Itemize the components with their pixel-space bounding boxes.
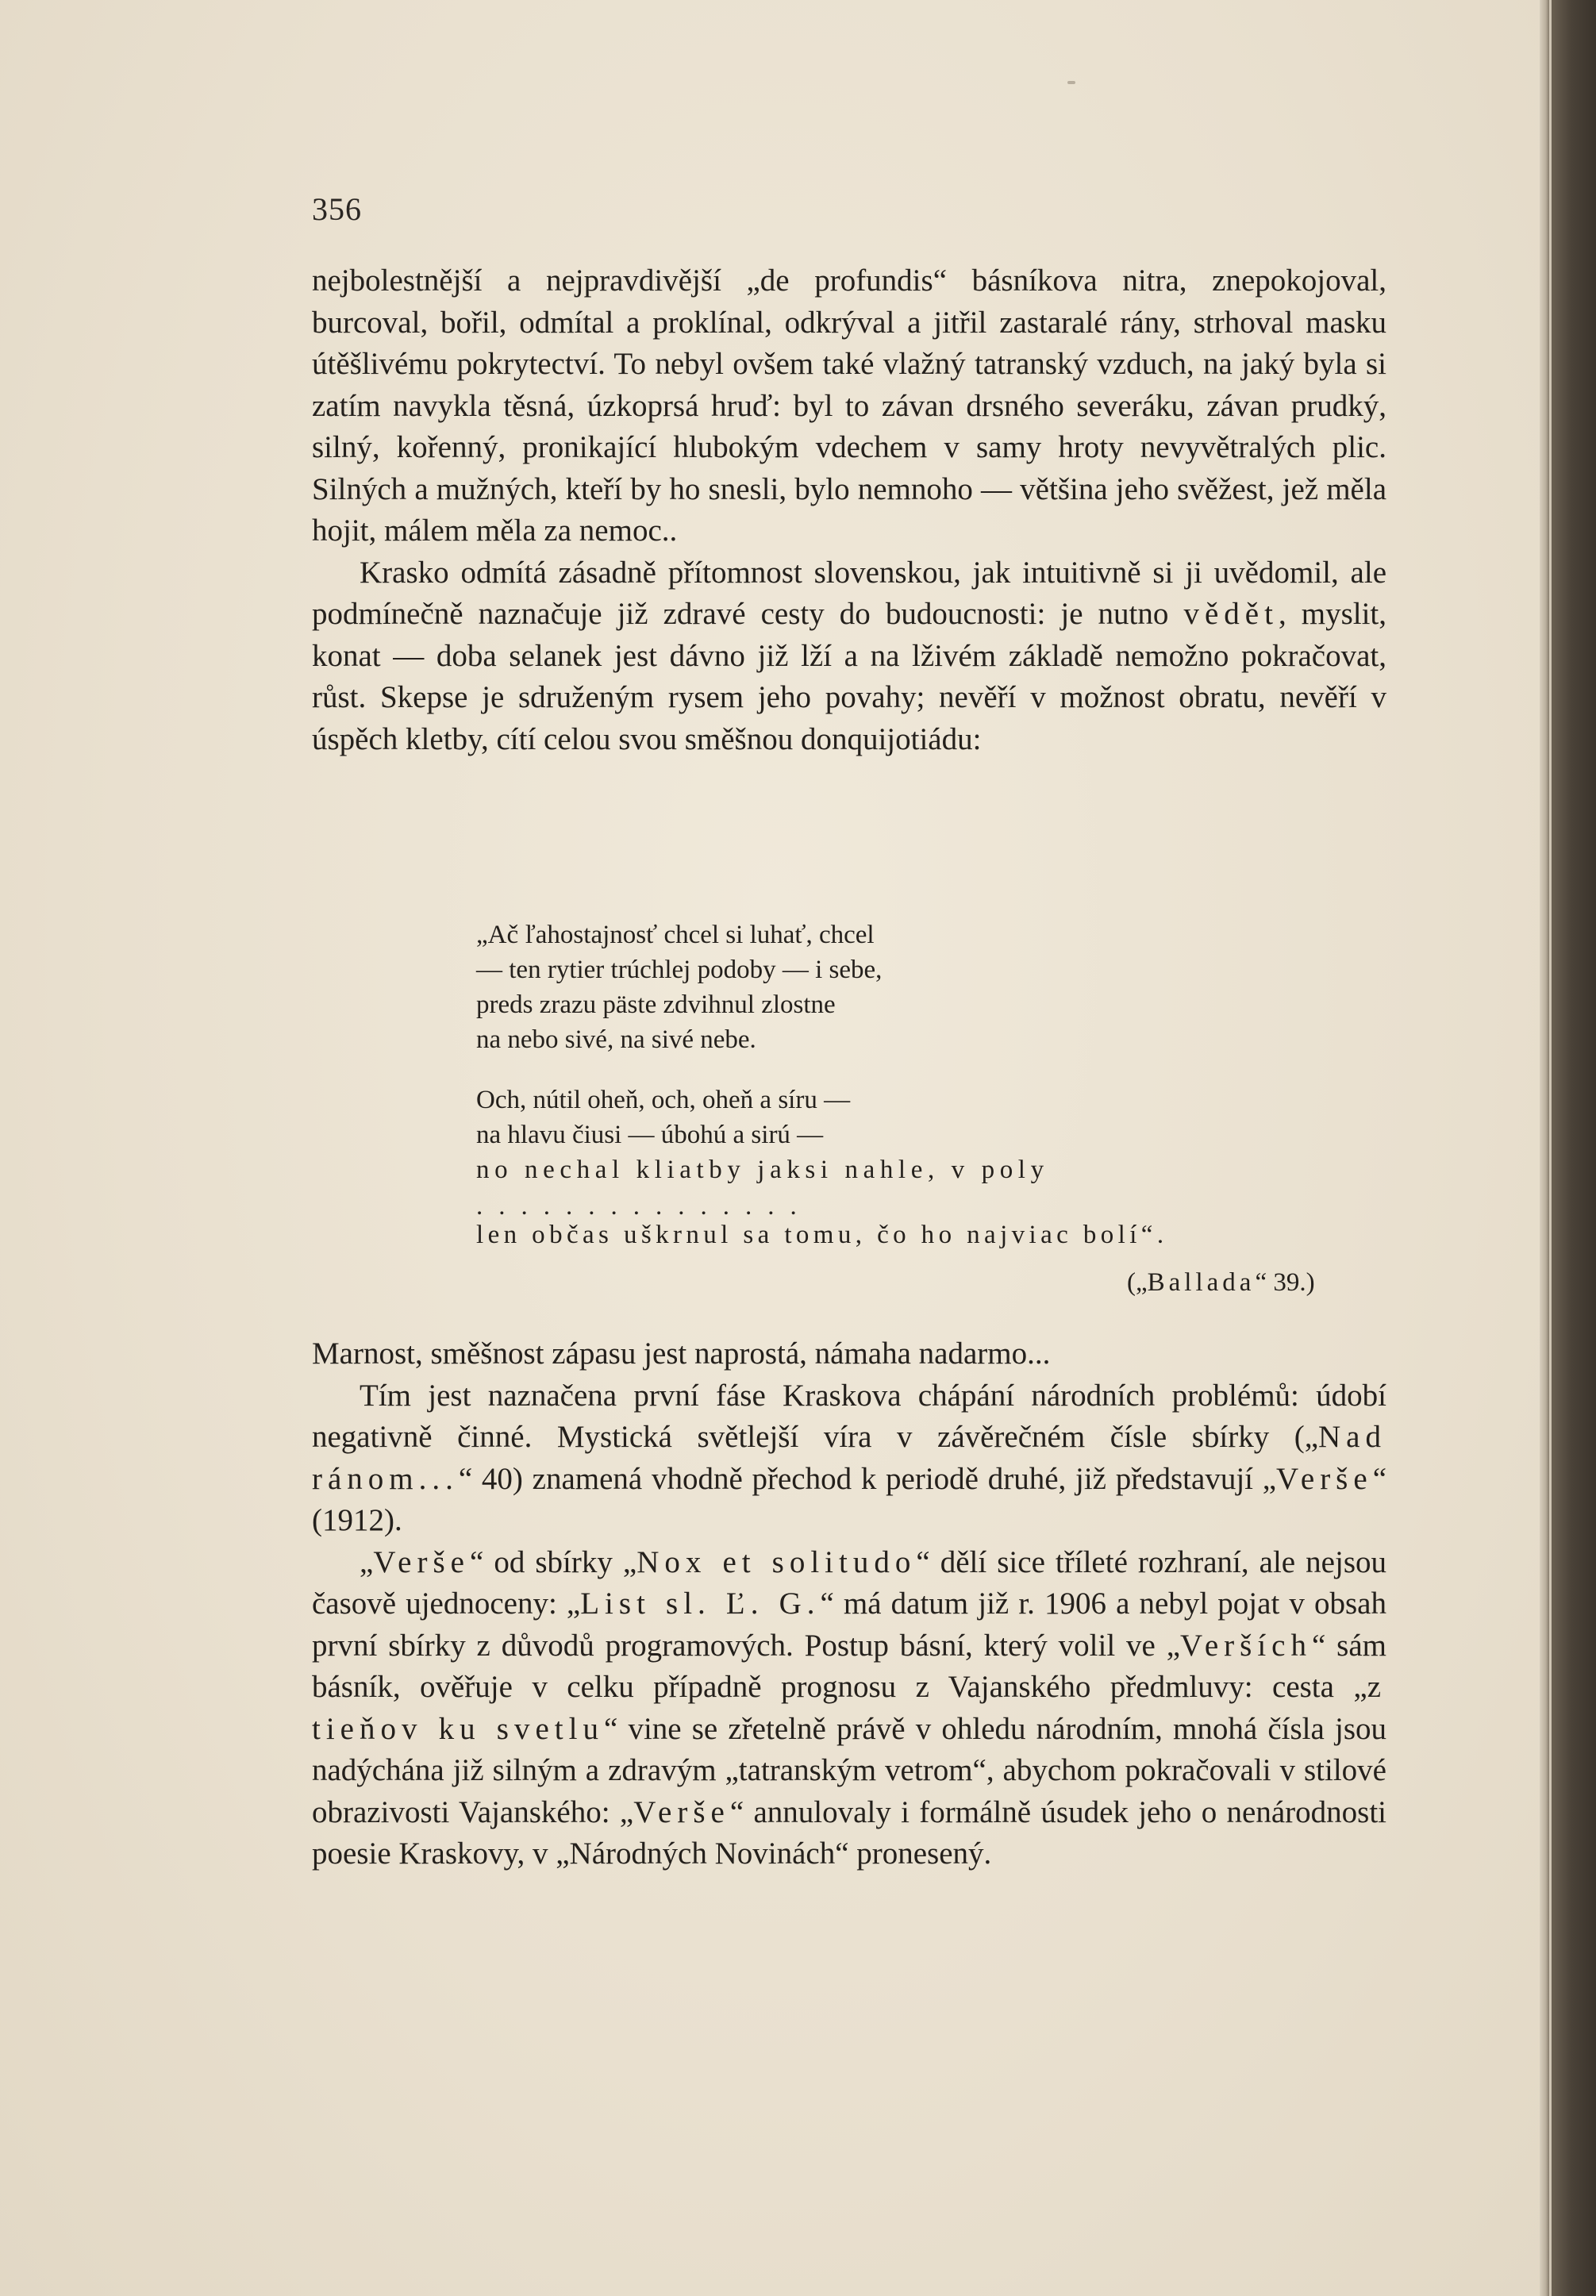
page-edge-line [1549, 0, 1552, 2296]
paragraph-1 [312, 260, 1386, 760]
ellipsis-dots: ............... [476, 1192, 813, 1221]
paragraph-5-text: “ dělí sice tříleté rozhraní, ale nejsou časově ujednoceny: „ [312, 1544, 1386, 1621]
poem-line: — ten rytier trúchlej podoby — i sebe, [476, 956, 883, 984]
poem-line: no nechal kliatby jaksi nahle, v poly [476, 1156, 1049, 1184]
paragraph-5-spaced: Verších [1180, 1628, 1312, 1663]
paragraph-5-text: “ má datum již r. 1906 a nebyl pojat v obsah první sbírky z důvodů programových. Postup básní, který volil ve „ [312, 1586, 1386, 1663]
paper-mark [1067, 81, 1075, 84]
poem-line: preds zrazu päste zdvihnul zlostne [476, 990, 836, 1019]
paragraph-5 [312, 1542, 1386, 1875]
paragraph-4-text: “ 40) znamená vhodně přechod k periodě druhé, již představují „ [458, 1461, 1277, 1496]
paragraph-4-spaced: Nad ránom... [312, 1420, 1386, 1496]
source-title: Ballada [1147, 1268, 1256, 1297]
source-open: („ [1127, 1268, 1148, 1297]
poem-line: „Ač ľahostajnosť chcel si luhať, chcel [476, 921, 875, 949]
paragraph-5-text: “ od sbírky „ [469, 1544, 637, 1579]
paragraph-2-before: Krasko odmítá zásadně přítomnost slovenskou, jak intuitivně si ji uvědomil, ale podmínečně naznačuje již zdravé cesty do budoucnosti: je nutno [312, 555, 1386, 631]
paragraph-5-spaced: Nox et solitudo [636, 1544, 917, 1579]
poem-source [1127, 1268, 1315, 1298]
poem-last-line: len občas uškrnul sa tomu, čo ho najviac bolí“. [476, 1221, 1168, 1249]
paragraph-5-text: “ sám básník, ověřuje v celku případně prognosu z Vajanského předmluvy: cesta „ [312, 1628, 1386, 1704]
source-close: “ 39.) [1255, 1268, 1315, 1297]
paragraph-4-text: Tím jest naznačena první fáse Kraskova chápání národních problémů: údobí negativně činné. Mystická světlejší víra v závěrečném čísle sbírky („ [312, 1378, 1386, 1454]
paragraph-5-spaced: Verše [373, 1544, 470, 1579]
paragraph-5-text: “ vine se zřetelně právě v ohledu národním, mnohá čísla jsou nadýchána již silným a zdravým „tatranským vetrom“, abychom pokračovali v stilové obrazivosti Vajanského: „ [312, 1711, 1386, 1829]
paragraph-3: Marnost, směšnost zápasu jest naprostá, námaha nadarmo... [312, 1336, 1051, 1371]
paragraph-4 [312, 1375, 1386, 1542]
paragraph-2-spaced: vědět [1183, 597, 1279, 631]
page-number: 356 [312, 191, 362, 227]
paragraph-5-spaced: z tieňov ku svetlu [312, 1670, 1386, 1746]
paragraph-2-after: , myslit, konat — doba selanek jest dávno již lží a na lživém základě nemožno pokračovat, růst. Skepse je sdruženým rysem jeho povahy; nevěří v možnost obratu, nevěří v úspěch kletby, cítí celou svou směšnou donquijotiádu: [312, 597, 1387, 756]
paragraph-5-text: „ [360, 1544, 374, 1579]
paragraph-5-text: “ annulovaly i formálně úsudek jeho o nenárodnosti poesie Kraskovy, v „Národných Novinách“ pronesený. [312, 1794, 1386, 1871]
paragraph-2 [312, 552, 1386, 761]
paragraph-5-spaced: Verše [633, 1794, 730, 1829]
poem-stanza-2 [476, 1083, 1389, 1187]
poem-stanza-1 [476, 917, 1389, 1057]
book-binding-edge [1540, 0, 1596, 2296]
paragraph-3-block [312, 1333, 1386, 1875]
poem-line: na nebo sivé, na sivé nebe. [476, 1025, 756, 1054]
poem-line: na hlavu čiusi — úbohú a sirú — [476, 1121, 824, 1149]
paragraph-5-spaced: List sl. Ľ. G. [580, 1586, 821, 1621]
paragraph-1-text: nejbolestnější a nejpravdivější „de profundis“ básníkova nitra, znepokojoval, burcoval, bořil, odmítal a proklínal, odkrýval a jitřil zastaralé rány, strhoval masku útěšlivému pokrytectví. To nebyl ovšem také vlažný tatranský vzduch, na jaký byla si zatím navykla těsná, úzkoprsá hruď: byl to závan drsného severáku, závan prudký, silný, kořenný, pronikající hlubokým vdechem v samy hroty nevyvětralých plic. Silných a mužných, kteří by ho snesli, bylo nemnoho — většina jeho svěžest, jež měla hojit, málem měla za nemoc.. [312, 263, 1386, 548]
paragraph-4-spaced: Verše [1276, 1461, 1373, 1496]
poem-line: Och, nútil oheň, och, oheň a síru — [476, 1086, 851, 1114]
paragraph-4-text: “ (1912). [312, 1461, 1386, 1537]
